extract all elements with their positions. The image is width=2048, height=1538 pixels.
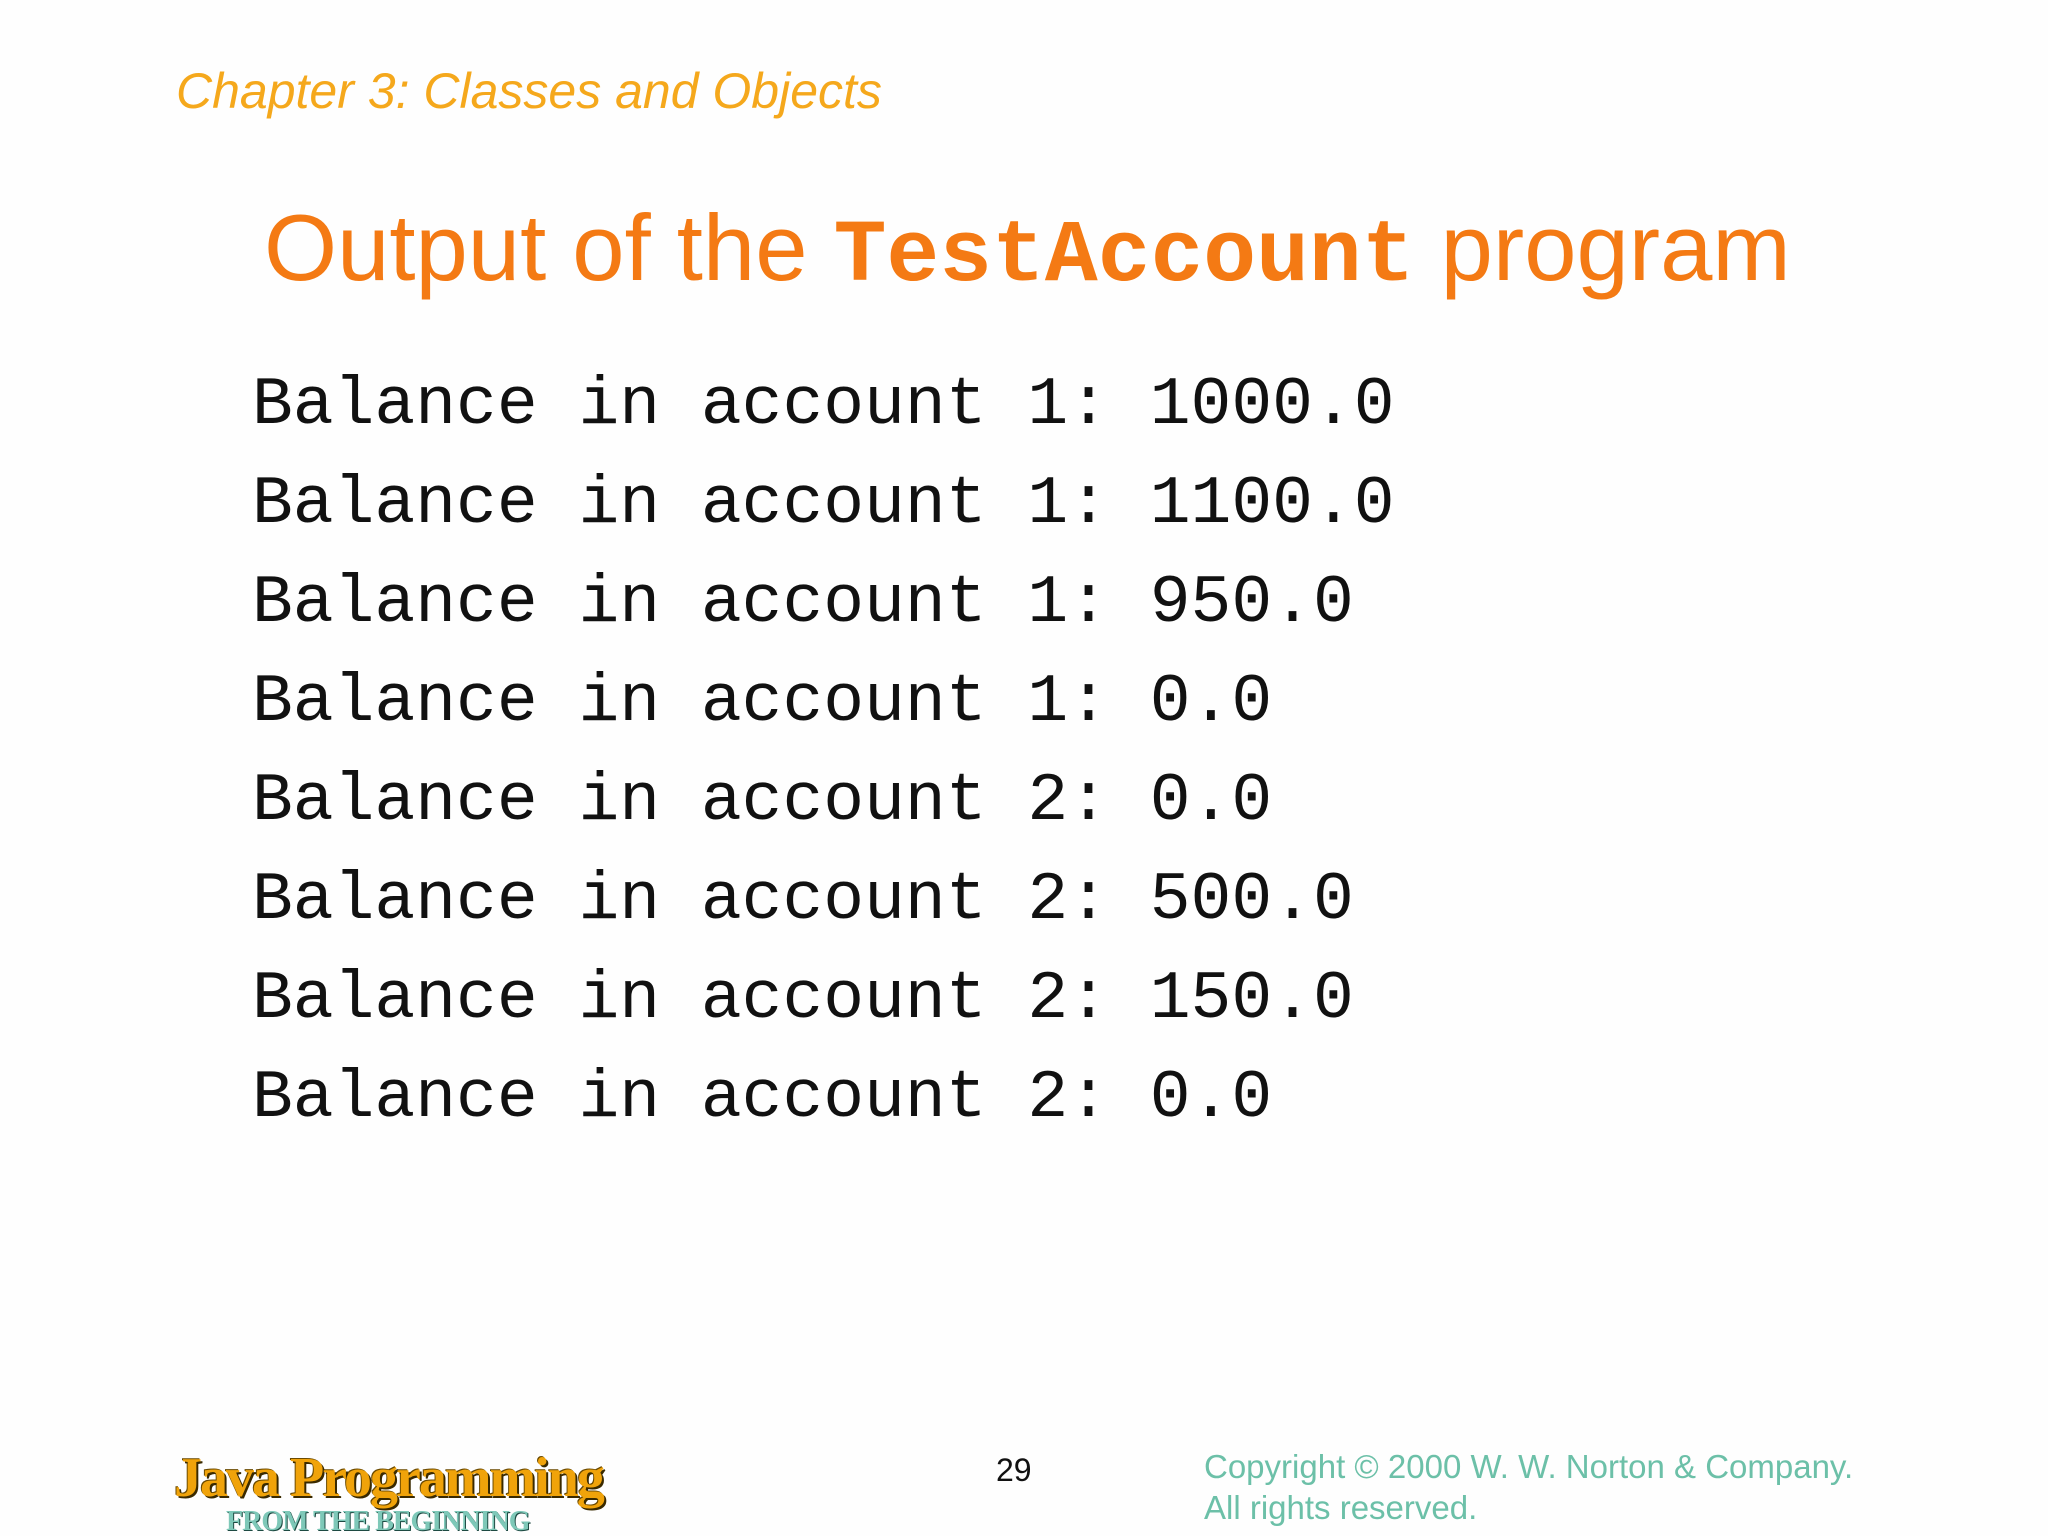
logo-subtitle: FROM THE BEGINNING [226, 1506, 530, 1537]
copyright-notice [1204, 1446, 1853, 1528]
output-line: Balance in account 2: 500.0 [252, 862, 1354, 939]
output-line: Balance in account 2: 0.0 [252, 1060, 1273, 1137]
output-line: Balance in account 2: 150.0 [252, 961, 1354, 1038]
program-output [252, 356, 1395, 1148]
output-line: Balance in account 1: 1100.0 [252, 466, 1395, 543]
output-line: Balance in account 2: 0.0 [252, 763, 1273, 840]
output-line: Balance in account 1: 950.0 [252, 565, 1354, 642]
title-prefix: Output of the [264, 195, 834, 300]
chapter-heading: Chapter 3: Classes and Objects [176, 63, 882, 119]
output-line: Balance in account 1: 0.0 [252, 664, 1273, 741]
copyright-line: Copyright © 2000 W. W. Norton & Company. [1204, 1448, 1854, 1485]
title-code: TestAccount [833, 208, 1415, 307]
book-logo [174, 1446, 674, 1536]
rights-line: All rights reserved. [1204, 1489, 1478, 1526]
output-line: Balance in account 1: 1000.0 [252, 367, 1395, 444]
page-number: 29 [996, 1452, 1032, 1488]
slide-title [264, 196, 1791, 307]
logo-title: Java Programming [174, 1447, 603, 1509]
title-suffix: program [1414, 195, 1791, 300]
